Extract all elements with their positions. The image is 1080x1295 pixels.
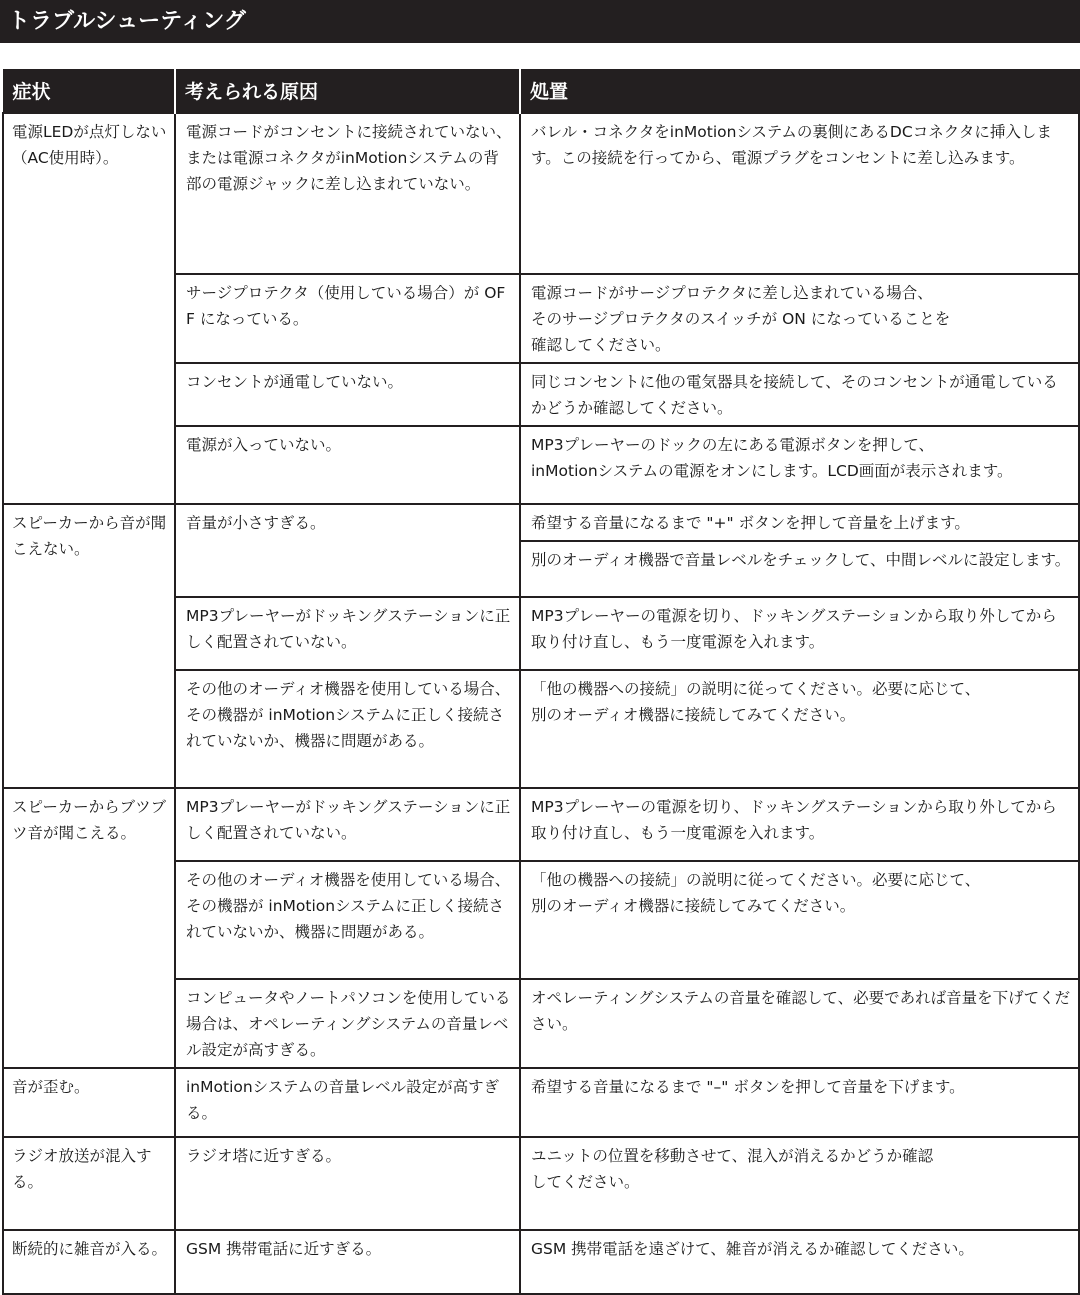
remedy-cell: MP3プレーヤーの電源を切り、ドッキングステーションから取り外してから取り付け直し、もう一度電源を入れます。 (520, 788, 1079, 861)
cause-cell: MP3プレーヤーがドッキングステーションに正しく配置されていない。 (175, 788, 520, 861)
troubleshooting-table (2, 69, 1080, 1295)
remedy-cell: オペレーティングシステムの音量を確認して、必要であれば音量を下げてください。 (520, 979, 1079, 1068)
remedy-cell: 別のオーディオ機器で音量レベルをチェックして、中間レベルに設定します。 (520, 541, 1079, 597)
remedy-cell: 電源コードがサージプロテクタに差し込まれている場合、 そのサージプロテクタのスイッチが ON になっていることを 確認してください。 (520, 274, 1079, 363)
symptom-cell: スピーカーから音が聞こえない。 (3, 504, 175, 788)
cause-cell: 電源が入っていない。 (175, 426, 520, 504)
column-header-cause: 考えられる原因 (175, 70, 520, 113)
symptom-cell: ラジオ放送が混入する。 (3, 1137, 175, 1230)
cause-cell: その他のオーディオ機器を使用している場合、その機器が inMotionシステムに正しく接続されていないか、機器に問題がある。 (175, 670, 520, 788)
symptom-cell: 断続的に雑音が入る。 (3, 1230, 175, 1294)
symptom-cell: 音が歪む。 (3, 1068, 175, 1137)
remedy-cell: 同じコンセントに他の電気器具を接続して、そのコンセントが通電しているかどうか確認してください。 (520, 363, 1079, 426)
column-header-symptom: 症状 (3, 70, 175, 113)
remedy-cell: 「他の機器への接続」の説明に従ってください。必要に応じて、 別のオーディオ機器に接続してみてください。 (520, 861, 1079, 979)
table-row (3, 1230, 1079, 1294)
cause-cell: ラジオ塔に近すぎる。 (175, 1137, 520, 1230)
page-title: トラブルシューティング (0, 0, 1080, 43)
remedy-cell: バレル・コネクタをinMotionシステムの裏側にあるDCコネクタに挿入します。この接続を行ってから、電源プラグをコンセントに差し込みます。 (520, 113, 1079, 274)
symptom-cell: 電源LEDが点灯しない（AC使用時）。 (3, 113, 175, 504)
table-header-row (3, 70, 1079, 113)
cause-cell: 音量が小さすぎる。 (175, 504, 520, 597)
remedy-cell: 希望する音量になるまで "+" ボタンを押して音量を上げます。 (520, 504, 1079, 541)
remedy-cell: ユニットの位置を移動させて、混入が消えるかどうか確認 してください。 (520, 1137, 1079, 1230)
remedy-cell: GSM 携帯電話を遠ざけて、雑音が消えるか確認してください。 (520, 1230, 1079, 1294)
cause-cell: 電源コードがコンセントに接続されていない、または電源コネクタがinMotionシステムの背部の電源ジャックに差し込まれていない。 (175, 113, 520, 274)
column-header-remedy: 処置 (520, 70, 1079, 113)
table-row (3, 1068, 1079, 1137)
table-body (3, 113, 1079, 1294)
table-row (3, 504, 1079, 541)
remedy-cell: 希望する音量になるまで "–" ボタンを押して音量を下げます。 (520, 1068, 1079, 1137)
cause-cell: MP3プレーヤーがドッキングステーションに正しく配置されていない。 (175, 597, 520, 670)
remedy-cell: MP3プレーヤーの電源を切り、ドッキングステーションから取り外してから取り付け直し、もう一度電源を入れます。 (520, 597, 1079, 670)
cause-cell: GSM 携帯電話に近すぎる。 (175, 1230, 520, 1294)
table-row (3, 1137, 1079, 1230)
cause-cell: サージプロテクタ（使用している場合）が OFF になっている。 (175, 274, 520, 363)
symptom-cell: スピーカーからブツブツ音が聞こえる。 (3, 788, 175, 1068)
cause-cell: コンセントが通電していない。 (175, 363, 520, 426)
table-row (3, 113, 1079, 274)
remedy-cell: 「他の機器への接続」の説明に従ってください。必要に応じて、 別のオーディオ機器に接続してみてください。 (520, 670, 1079, 788)
cause-cell: inMotionシステムの音量レベル設定が高すぎる。 (175, 1068, 520, 1137)
cause-cell: その他のオーディオ機器を使用している場合、その機器が inMotionシステムに正しく接続されていないか、機器に問題がある。 (175, 861, 520, 979)
table-row (3, 788, 1079, 861)
cause-cell: コンピュータやノートパソコンを使用している場合は、オペレーティングシステムの音量レベル設定が高すぎる。 (175, 979, 520, 1068)
remedy-cell: MP3プレーヤーのドックの左にある電源ボタンを押して、 inMotionシステムの電源をオンにします。LCD画面が表示されます。 (520, 426, 1079, 504)
